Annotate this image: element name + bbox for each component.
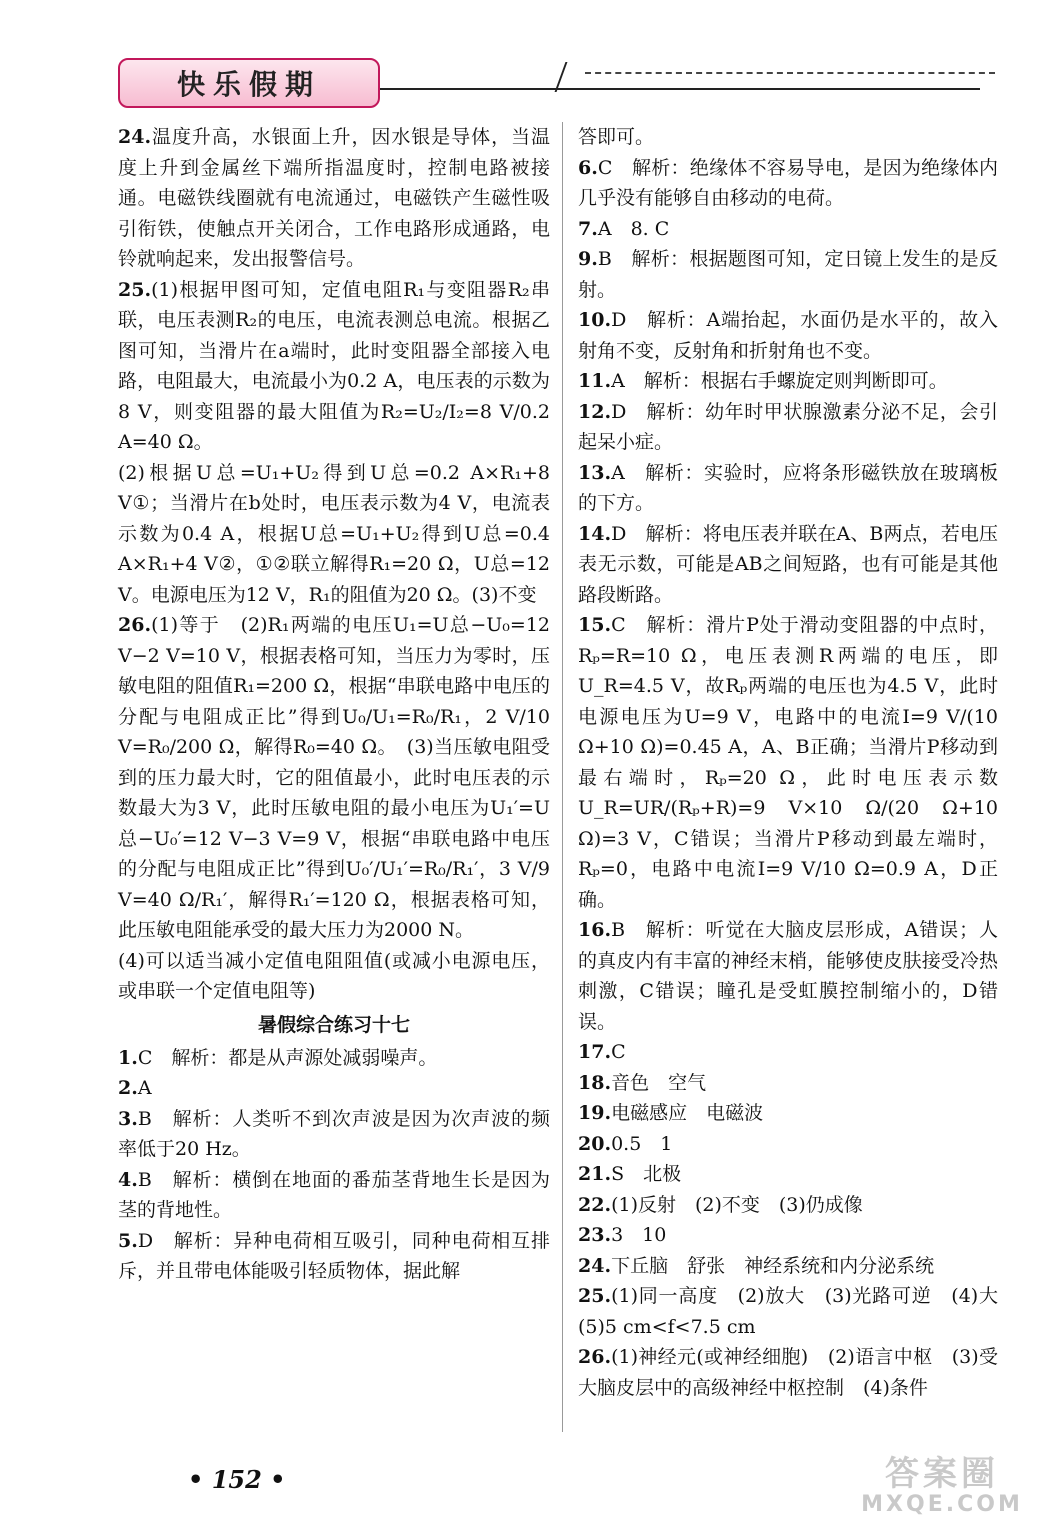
answer-text: C 解析：滑片P处于滑动变阻器的中点时，Rₚ=R=10 Ω，电压表测R两端的电压，即U_R=4.5 V，故Rₚ两端的电压也为4.5 V，此时电源电压为U=9 V，电路中的电流I=9 V/(10 Ω+10 Ω)=0.45 A，A、B正确；当滑片P移动到最右端时，Rₚ=20 Ω，此时电压表示数U_R=UR/(Rₚ+R)=9 V×10 Ω/(20 Ω+10 Ω)=3 V，C错误；当滑片P移动到最左端时，Rₚ=0，电路中电流I=9 V/10 Ω=0.9 A，D正确。 <box>578 614 998 911</box>
header-dashed-line <box>585 72 995 74</box>
answer-text: (1)反射 (2)不变 (3)仍成像 <box>611 1193 863 1216</box>
answer-number: 21. <box>578 1163 612 1185</box>
header-underline <box>380 88 980 90</box>
answer-number: 20. <box>578 1132 612 1155</box>
answer-number: 16. <box>578 919 612 941</box>
answer-number: 2. <box>118 1077 138 1099</box>
answer-number: 7. <box>578 217 598 240</box>
answer-item <box>118 458 550 611</box>
answer-item <box>118 1226 550 1287</box>
column-divider <box>562 122 563 1432</box>
answer-text: D 解析：将电压表并联在A、B两点，若电压表无示数，可能是AB之间短路，也有可能是其他路段断路。 <box>578 522 998 606</box>
answer-item <box>578 1037 998 1068</box>
answer-item <box>118 1073 550 1104</box>
right-column <box>578 122 1018 1403</box>
answer-number: 9. <box>578 248 598 270</box>
answer-text: 下丘脑 舒张 神经系统和内分泌系统 <box>611 1254 935 1277</box>
answer-number: 13. <box>578 461 612 484</box>
answer-number: 4. <box>118 1168 138 1191</box>
answer-text: D 解析：幼年时甲状腺激素分泌不足，会引起呆小症。 <box>578 400 998 453</box>
answer-text: (1)同一高度 (2)放大 (3)光路可逆 (4)大 (5)5 cm<f<7.5 cm <box>578 1285 1018 1338</box>
answer-item <box>118 275 550 458</box>
answer-item <box>578 122 998 153</box>
answer-item <box>578 1251 998 1282</box>
answer-text: (1)等于 (2)R₁两端的电压U₁=U总−U₀=12 V−2 V=10 V，根据表格可知，当压力为零时，压敏电阻的阻值R₁=200 Ω，根据“串联电路中电压的分配与电阻成正比”得到U₀/U₁=R₀/R₁，2 V/10 V=R₀/200 Ω，解得R₀=40 Ω。 (3)当压敏电阻受到的压力最大时，它的阻值最小，此时电压表的示数最大为3 V，此时压敏电阻的最小电压为U₁′=U总−U₀′=12 V−3 V=9 V，根据“串联电路中电压的分配与电阻成正比”得到U₀′/U₁′=R₀/R₁′，3 V/9 V=40 Ω/R₁′，解得R₁′=120 Ω，根据表格可知，此压敏电阻能承受的最大压力为2000 N。 <box>118 614 550 941</box>
answer-number: 6. <box>578 156 598 179</box>
answer-number: 18. <box>578 1071 612 1094</box>
answer-text: C <box>611 1041 626 1063</box>
answer-item <box>578 244 998 305</box>
answer-item <box>578 1190 998 1221</box>
answer-text: C 解析：都是从声源处减弱噪声。 <box>137 1046 438 1069</box>
answer-number: 24. <box>118 126 152 148</box>
answer-text: D 解析：A端抬起，水面仍是水平的，故入射角不变，反射角和折射角也不变。 <box>578 309 998 362</box>
answer-text: B 解析：横倒在地面的番茄茎背地生长是因为茎的背地性。 <box>118 1168 550 1221</box>
answer-number: 26. <box>578 1346 612 1368</box>
answer-text: D 解析：异种电荷相互吸引，同种电荷相互排斥，并且带电体能吸引轻质物体，据此解 <box>118 1229 550 1282</box>
section-title: 暑假综合练习十七 <box>257 1013 410 1036</box>
watermark-site: MXQE.COM <box>861 1492 1023 1517</box>
answer-number: 3. <box>118 1107 138 1130</box>
answer-item <box>578 610 998 915</box>
left-column <box>118 122 550 1287</box>
answer-item <box>578 1281 1018 1342</box>
answer-item <box>578 214 998 245</box>
answer-item <box>578 1098 998 1129</box>
answer-text: 温度升高，水银面上升，因水银是导体，当温度上升到金属丝下端所指温度时，控制电路被接通。电磁铁线圈就有电流通过，电磁铁产生磁性吸引衔铁，使触点开关闭合，工作电路形成通路，电铃就响起来，发出报警信号。 <box>118 126 550 270</box>
answer-item <box>578 305 998 366</box>
answer-text: 电磁感应 电磁波 <box>611 1102 764 1124</box>
answer-number: 26. <box>118 614 152 636</box>
answer-text: (2)根据U总=U₁+U₂得到U总=0.2 A×R₁+8 V①；当滑片在b处时，电压表示数为4 V，电流表示数为0.4 A，根据U总=U₁+U₂得到U总=0.4 A×R₁+4 V②，①②联立解得R₁=20 Ω，U总=12 V。电源电压为12 V，R₁的阻值为20 Ω。(3)不变 <box>118 461 550 606</box>
watermark-logo <box>858 1455 1026 1521</box>
answer-number: 19. <box>578 1102 612 1124</box>
answer-text: A 8. C <box>597 217 670 240</box>
answer-item <box>578 366 998 397</box>
answer-text: B 解析：人类听不到次声波是因为次声波的频率低于20 Hz。 <box>118 1107 550 1160</box>
answer-number: 22. <box>578 1193 612 1216</box>
answer-text: 音色 空气 <box>611 1071 707 1094</box>
answer-item <box>118 946 550 1007</box>
answer-text: (1)神经元(或神经细胞) (2)语言中枢 (3)受大脑皮层中的高级神经中枢控制 (4)条件 <box>578 1346 998 1399</box>
answer-item <box>118 1165 550 1226</box>
answer-text: (1)根据甲图可知，定值电阻R₁与变阻器R₂串联，电压表测R₂的电压，电流表测总电流。根据乙图可知，当滑片在a端时，此时变阻器全部接入电路，电阻最大，电流最小为0.2 A，电压表的示数为8 V，则变阻器的最大阻值为R₂=U₂/I₂=8 V/0.2 A=40 Ω。 <box>118 278 550 453</box>
answer-item <box>578 397 998 458</box>
answer-item <box>578 519 998 611</box>
answer-number: 5. <box>118 1229 138 1252</box>
answer-text: 0.5 1 <box>611 1132 673 1155</box>
answer-number: 11. <box>578 370 612 392</box>
answer-item <box>578 915 998 1037</box>
answer-item <box>578 1159 998 1190</box>
answer-item <box>578 1220 998 1251</box>
answer-text: 答即可。 <box>578 126 655 148</box>
answer-item <box>118 122 550 275</box>
answer-number: 10. <box>578 309 612 331</box>
answer-item <box>118 1043 550 1074</box>
answer-text: C 解析：绝缘体不容易导电，是因为绝缘体内几乎没有能够自由移动的电荷。 <box>578 156 998 209</box>
answer-number: 1. <box>118 1046 138 1069</box>
answer-number: 17. <box>578 1041 612 1063</box>
answer-text: S 北极 <box>611 1163 682 1185</box>
watermark-icon: 答案圈 <box>885 1454 999 1494</box>
banner-title: 快乐假期 <box>118 58 380 108</box>
answer-text: A 解析：实验时，应将条形磁铁放在玻璃板的下方。 <box>578 461 998 514</box>
answer-number: 23. <box>578 1224 612 1246</box>
answer-item <box>578 1342 998 1403</box>
answer-text: B 解析：根据题图可知，定日镜上发生的是反射。 <box>578 248 998 301</box>
answer-number: 25. <box>118 278 152 301</box>
answer-item <box>578 1129 998 1160</box>
answer-number: 24. <box>578 1254 612 1277</box>
answer-number: 12. <box>578 400 612 423</box>
answer-item <box>118 1104 550 1165</box>
answer-number: 25. <box>578 1285 612 1307</box>
page-number: • 152 • <box>188 1465 286 1494</box>
answer-item <box>118 610 550 946</box>
answer-item <box>578 153 998 214</box>
answer-item <box>578 1068 998 1099</box>
answer-text: (4)可以适当减小定值电阻阻值(或减小电源电压，或串联一个定值电阻等) <box>118 949 550 1002</box>
answer-text: A <box>137 1077 152 1099</box>
answer-text: B 解析：听觉在大脑皮层形成，A错误；人的真皮内有丰富的神经末梢，能够使皮肤接受冷热刺激，C错误；瞳孔是受虹膜控制缩小的，D错误。 <box>578 919 998 1033</box>
answer-text: 3 10 <box>611 1224 667 1246</box>
answer-number: 14. <box>578 522 612 545</box>
answer-text: A 解析：根据右手螺旋定则判断即可。 <box>611 370 948 392</box>
answer-item <box>578 458 998 519</box>
answer-number: 15. <box>578 614 612 636</box>
